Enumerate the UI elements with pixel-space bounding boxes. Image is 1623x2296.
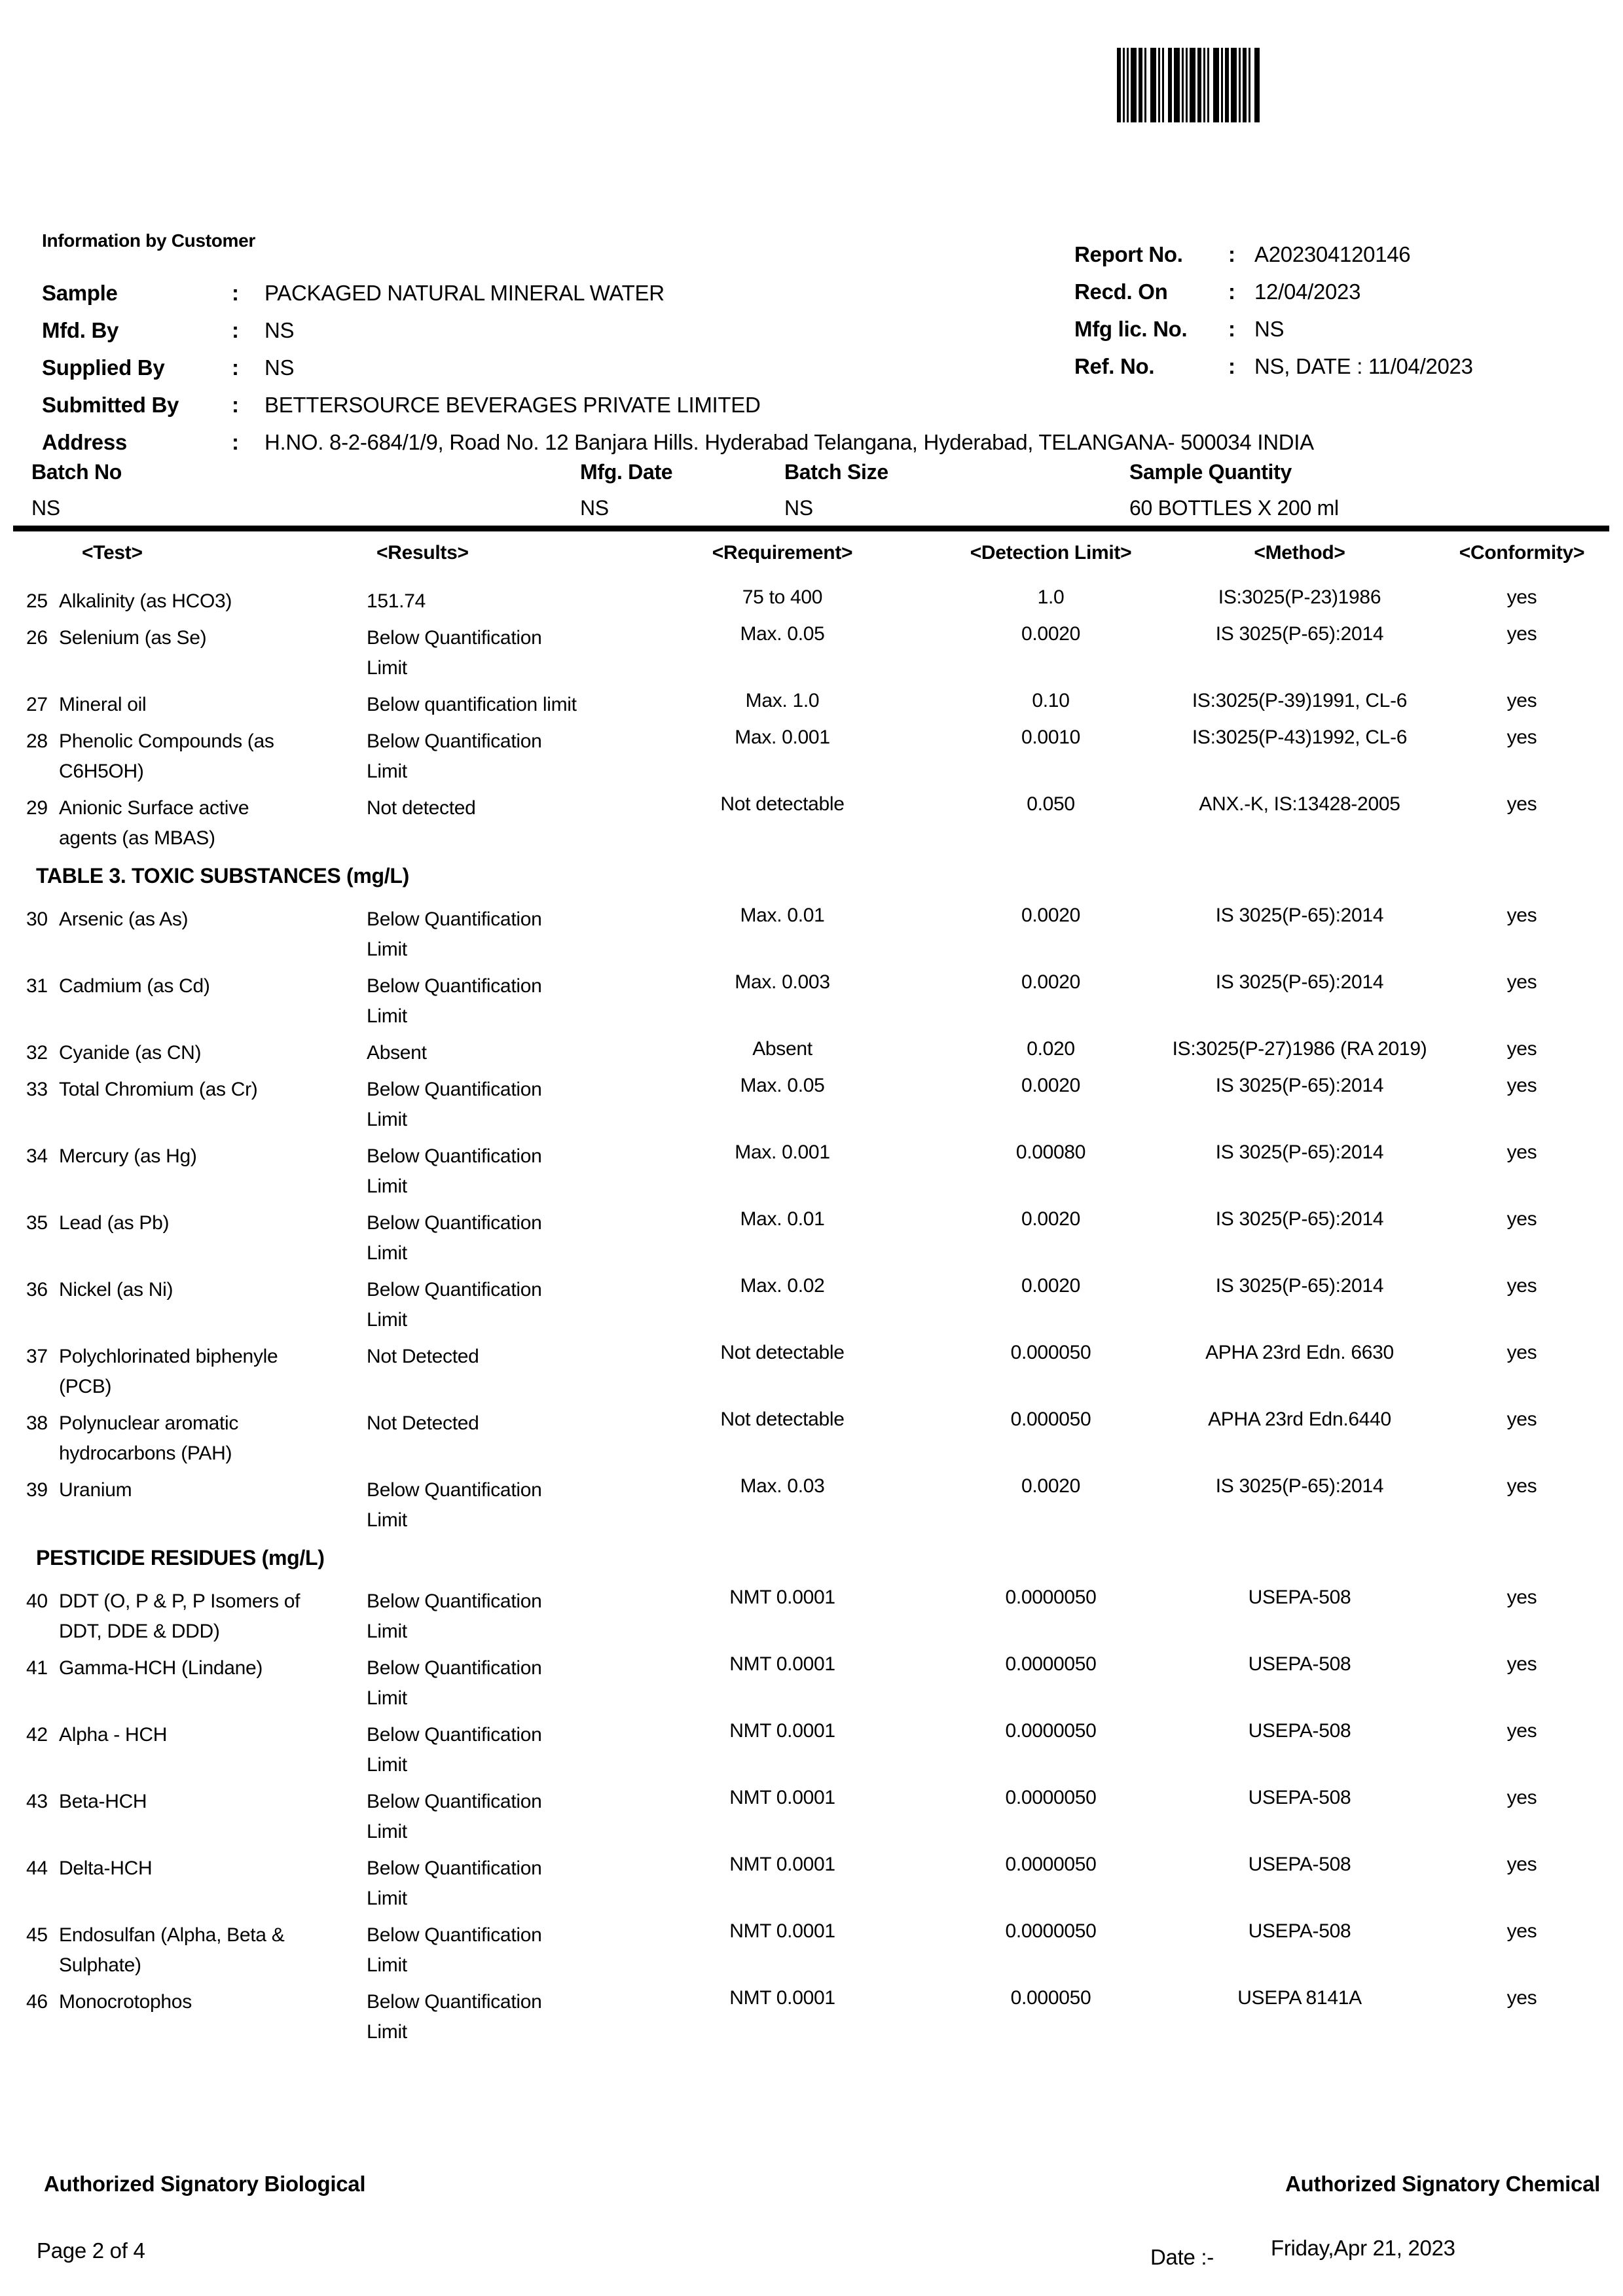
batch-header: Mfg. Date bbox=[580, 460, 673, 484]
row-method: IS 3025(P-65):2014 bbox=[1215, 1275, 1384, 1297]
row-detection-limit: 0.0000050 bbox=[1005, 1653, 1097, 1675]
row-result: Not Detected bbox=[367, 1346, 479, 1367]
row-test: Mercury (as Hg) bbox=[59, 1145, 197, 1167]
batch-headers bbox=[31, 460, 1603, 496]
row-method: ANX.-K, IS:13428-2005 bbox=[1199, 793, 1400, 815]
row-test: Anionic Surface active agents (as MBAS) bbox=[59, 797, 249, 849]
row-test: Alkalinity (as HCO3) bbox=[59, 590, 232, 612]
row-requirement: Max. 0.03 bbox=[740, 1475, 825, 1497]
colon: : bbox=[232, 318, 239, 342]
row-number: 33 bbox=[26, 1079, 48, 1100]
info-row bbox=[1074, 316, 1605, 353]
table-row bbox=[26, 971, 1607, 1031]
row-number: 38 bbox=[26, 1412, 48, 1434]
barcode bbox=[1117, 48, 1260, 122]
row-result: 151.74 bbox=[367, 590, 426, 612]
row-requirement: NMT 0.0001 bbox=[729, 1854, 835, 1875]
row-number: 39 bbox=[26, 1479, 48, 1501]
info-row bbox=[1074, 353, 1605, 391]
row-detection-limit: 0.10 bbox=[1032, 690, 1070, 711]
row-detection-limit: 0.0000050 bbox=[1005, 1920, 1097, 1942]
row-conformity: yes bbox=[1506, 1141, 1537, 1163]
col-header-requirement: <Requirement> bbox=[712, 542, 853, 564]
row-detection-limit: 0.0020 bbox=[1021, 905, 1080, 926]
row-detection-limit: 0.0000050 bbox=[1005, 1720, 1097, 1742]
colon: : bbox=[1228, 242, 1235, 266]
row-method: IS 3025(P-65):2014 bbox=[1215, 971, 1384, 993]
table-row bbox=[26, 690, 1607, 720]
info-value: H.NO. 8-2-684/1/9, Road No. 12 Banjara Hills. Hyderabad Telangana, Hyderabad, TELANGANA- 500034 INDIA bbox=[264, 430, 1314, 454]
batch-header: Batch No bbox=[31, 460, 122, 484]
info-label: Report No. bbox=[1074, 242, 1183, 266]
row-method: IS 3025(P-65):2014 bbox=[1215, 1475, 1384, 1497]
row-result: Below Quantification Limit bbox=[367, 1657, 542, 1709]
table-row bbox=[26, 1653, 1607, 1713]
col-header-conformity: <Conformity> bbox=[1459, 542, 1585, 564]
row-result: Below Quantification Limit bbox=[367, 1479, 542, 1531]
row-detection-limit: 0.0000050 bbox=[1005, 1787, 1097, 1808]
row-conformity: yes bbox=[1506, 623, 1537, 645]
colon: : bbox=[232, 355, 239, 380]
row-detection-limit: 0.0000050 bbox=[1005, 1587, 1097, 1608]
row-method: IS:3025(P-23)1986 bbox=[1218, 586, 1381, 608]
row-detection-limit: 0.050 bbox=[1027, 793, 1075, 815]
row-number: 27 bbox=[26, 694, 48, 715]
row-conformity: yes bbox=[1506, 971, 1537, 993]
row-result: Below Quantification Limit bbox=[367, 975, 542, 1027]
row-detection-limit: 0.00080 bbox=[1015, 1141, 1086, 1163]
table-body bbox=[26, 586, 1607, 2047]
row-method: IS 3025(P-65):2014 bbox=[1215, 1075, 1384, 1096]
row-result: Below Quantification Limit bbox=[367, 1212, 542, 1264]
row-detection-limit: 0.0000050 bbox=[1005, 1854, 1097, 1875]
batch-value: NS bbox=[31, 496, 60, 520]
row-test: Mineral oil bbox=[59, 694, 147, 715]
row-test: DDT (O, P & P, P Isomers of DDT, DDE & DDD) bbox=[59, 1590, 301, 1642]
divider bbox=[13, 526, 1609, 531]
row-number: 34 bbox=[26, 1145, 48, 1167]
row-result: Below Quantification Limit bbox=[367, 730, 542, 782]
row-conformity: yes bbox=[1506, 1720, 1537, 1742]
row-method: USEPA-508 bbox=[1248, 1920, 1351, 1942]
info-label: Mfg lic. No. bbox=[1074, 317, 1188, 341]
colon: : bbox=[232, 393, 239, 417]
row-method: IS 3025(P-65):2014 bbox=[1215, 623, 1384, 645]
row-detection-limit: 0.0020 bbox=[1021, 971, 1080, 993]
row-requirement: Max. 0.003 bbox=[735, 971, 830, 993]
row-number: 42 bbox=[26, 1724, 48, 1746]
row-conformity: yes bbox=[1506, 1987, 1537, 2009]
row-number: 29 bbox=[26, 797, 48, 819]
table-row bbox=[26, 1987, 1607, 2047]
row-result: Absent bbox=[367, 1042, 427, 1064]
info-label: Submitted By bbox=[42, 393, 179, 417]
batch-strip bbox=[31, 460, 1603, 532]
row-requirement: Max. 0.05 bbox=[740, 623, 825, 645]
report-meta-block bbox=[1074, 242, 1605, 391]
row-requirement: Absent bbox=[752, 1038, 812, 1060]
colon: : bbox=[1228, 354, 1235, 378]
row-test: Cadmium (as Cd) bbox=[59, 975, 210, 997]
row-conformity: yes bbox=[1506, 1038, 1537, 1060]
table-row bbox=[26, 1208, 1607, 1268]
row-requirement: NMT 0.0001 bbox=[729, 1987, 835, 2009]
batch-value: 60 BOTTLES X 200 ml bbox=[1129, 496, 1339, 520]
row-requirement: NMT 0.0001 bbox=[729, 1787, 835, 1808]
page-number: Page 2 of 4 bbox=[37, 2238, 145, 2263]
table-section bbox=[26, 586, 1607, 853]
row-test: Beta-HCH bbox=[59, 1791, 147, 1812]
row-requirement: Max. 0.02 bbox=[740, 1275, 825, 1297]
row-requirement: Max. 0.01 bbox=[740, 1208, 825, 1230]
row-result: Below Quantification Limit bbox=[367, 1724, 542, 1776]
row-detection-limit: 0.020 bbox=[1027, 1038, 1075, 1060]
row-conformity: yes bbox=[1506, 1854, 1537, 1875]
row-result: Below Quantification Limit bbox=[367, 908, 542, 960]
row-number: 35 bbox=[26, 1212, 48, 1234]
row-conformity: yes bbox=[1506, 1653, 1537, 1675]
row-number: 37 bbox=[26, 1346, 48, 1367]
row-test: Polychlorinated biphenyle (PCB) bbox=[59, 1346, 278, 1397]
col-header-detection-limit: <Detection Limit> bbox=[970, 542, 1132, 564]
section-title: TABLE 3. TOXIC SUBSTANCES (mg/L) bbox=[36, 864, 409, 888]
table-row bbox=[26, 1408, 1607, 1469]
row-test: Phenolic Compounds (as C6H5OH) bbox=[59, 730, 274, 782]
row-number: 45 bbox=[26, 1924, 48, 1946]
info-row bbox=[1074, 279, 1605, 316]
row-test: Alpha - HCH bbox=[59, 1724, 168, 1746]
col-header-test: <Test> bbox=[82, 542, 143, 564]
section-rows bbox=[26, 1587, 1607, 2047]
info-value: NS bbox=[1254, 317, 1285, 341]
row-number: 28 bbox=[26, 730, 48, 752]
row-conformity: yes bbox=[1506, 1787, 1537, 1808]
batch-value: NS bbox=[580, 496, 609, 520]
row-method: USEPA 8141A bbox=[1237, 1987, 1362, 2009]
row-requirement: NMT 0.0001 bbox=[729, 1653, 835, 1675]
authorized-signatory-chemical: Authorized Signatory Chemical bbox=[1285, 2172, 1600, 2196]
row-test: Total Chromium (as Cr) bbox=[59, 1079, 258, 1100]
row-method: USEPA-508 bbox=[1248, 1653, 1351, 1675]
row-result: Below Quantification Limit bbox=[367, 1991, 542, 2043]
authorized-signatory-biological: Authorized Signatory Biological bbox=[44, 2172, 366, 2196]
row-number: 26 bbox=[26, 627, 48, 649]
row-result: Below Quantification Limit bbox=[367, 1279, 542, 1331]
row-conformity: yes bbox=[1506, 905, 1537, 926]
row-conformity: yes bbox=[1506, 586, 1537, 608]
row-test: Monocrotophos bbox=[59, 1991, 192, 2013]
colon: : bbox=[1228, 279, 1235, 304]
row-detection-limit: 0.0020 bbox=[1021, 1275, 1080, 1297]
row-method: IS 3025(P-65):2014 bbox=[1215, 1141, 1384, 1163]
colon: : bbox=[1228, 317, 1235, 341]
table-row bbox=[26, 1075, 1607, 1135]
batch-value: NS bbox=[784, 496, 813, 520]
row-requirement: NMT 0.0001 bbox=[729, 1920, 835, 1942]
row-test: Lead (as Pb) bbox=[59, 1212, 170, 1234]
row-requirement: Max. 0.01 bbox=[740, 905, 825, 926]
row-test: Uranium bbox=[59, 1479, 132, 1501]
row-method: APHA 23rd Edn. 6630 bbox=[1205, 1342, 1394, 1363]
row-number: 32 bbox=[26, 1042, 48, 1064]
info-label: Supplied By bbox=[42, 355, 165, 380]
row-result: Not Detected bbox=[367, 1412, 479, 1434]
info-value: 12/04/2023 bbox=[1254, 279, 1361, 304]
row-detection-limit: 0.0020 bbox=[1021, 1075, 1080, 1096]
row-conformity: yes bbox=[1506, 1208, 1537, 1230]
row-number: 31 bbox=[26, 975, 48, 997]
row-result: Below Quantification Limit bbox=[367, 1924, 542, 1976]
table-row bbox=[26, 586, 1607, 617]
colon: : bbox=[232, 281, 239, 305]
row-number: 25 bbox=[26, 590, 48, 612]
info-value: NS bbox=[264, 355, 295, 380]
row-detection-limit: 0.000050 bbox=[1010, 1408, 1091, 1430]
row-method: USEPA-508 bbox=[1248, 1854, 1351, 1875]
date-value: Friday,Apr 21, 2023 bbox=[1271, 2236, 1455, 2260]
info-value: PACKAGED NATURAL MINERAL WATER bbox=[264, 281, 665, 305]
table-row bbox=[26, 726, 1607, 787]
row-number: 40 bbox=[26, 1590, 48, 1612]
row-requirement: Max. 0.001 bbox=[735, 1141, 830, 1163]
row-detection-limit: 0.000050 bbox=[1010, 1987, 1091, 2009]
date-label: Date :- bbox=[1150, 2245, 1214, 2269]
row-method: IS 3025(P-65):2014 bbox=[1215, 1208, 1384, 1230]
table-row bbox=[26, 1720, 1607, 1780]
row-method: USEPA-508 bbox=[1248, 1720, 1351, 1742]
table-row bbox=[26, 1342, 1607, 1402]
row-detection-limit: 0.000050 bbox=[1010, 1342, 1091, 1363]
row-number: 36 bbox=[26, 1279, 48, 1300]
info-label: Ref. No. bbox=[1074, 354, 1155, 378]
row-result: Below Quantification Limit bbox=[367, 1590, 542, 1642]
row-test: Arsenic (as As) bbox=[59, 908, 189, 930]
info-row bbox=[42, 392, 1578, 429]
colon: : bbox=[232, 430, 239, 454]
row-result: Below Quantification Limit bbox=[367, 1791, 542, 1842]
row-conformity: yes bbox=[1506, 793, 1537, 815]
row-requirement: 75 to 400 bbox=[742, 586, 823, 608]
row-number: 41 bbox=[26, 1657, 48, 1679]
row-number: 46 bbox=[26, 1991, 48, 2013]
section-title: PESTICIDE RESIDUES (mg/L) bbox=[36, 1546, 325, 1570]
table-row bbox=[26, 1038, 1607, 1068]
row-test: Delta-HCH bbox=[59, 1857, 153, 1879]
row-requirement: Not detectable bbox=[720, 1342, 845, 1363]
row-number: 44 bbox=[26, 1857, 48, 1879]
table-header bbox=[26, 542, 1607, 575]
row-conformity: yes bbox=[1506, 690, 1537, 711]
table-row bbox=[26, 905, 1607, 965]
row-method: IS:3025(P-43)1992, CL-6 bbox=[1192, 726, 1408, 748]
section-rows bbox=[26, 586, 1607, 853]
row-conformity: yes bbox=[1506, 1408, 1537, 1430]
row-result: Below Quantification Limit bbox=[367, 1079, 542, 1130]
row-requirement: Max. 0.001 bbox=[735, 726, 830, 748]
row-result: Not detected bbox=[367, 797, 476, 819]
table-row bbox=[26, 1920, 1607, 1981]
col-header-results: <Results> bbox=[376, 542, 469, 564]
row-detection-limit: 0.0020 bbox=[1021, 623, 1080, 645]
row-conformity: yes bbox=[1506, 1342, 1537, 1363]
section-rows bbox=[26, 905, 1607, 1535]
row-requirement: NMT 0.0001 bbox=[729, 1720, 835, 1742]
row-requirement: NMT 0.0001 bbox=[729, 1587, 835, 1608]
row-result: Below Quantification Limit bbox=[367, 1857, 542, 1909]
row-result: Below Quantification Limit bbox=[367, 627, 542, 679]
info-row bbox=[1074, 242, 1605, 279]
col-header-method: <Method> bbox=[1254, 542, 1345, 564]
row-number: 30 bbox=[26, 908, 48, 930]
row-test: Cyanide (as CN) bbox=[59, 1042, 202, 1064]
customer-info-heading: Information by Customer bbox=[42, 230, 256, 251]
row-method: USEPA-508 bbox=[1248, 1787, 1351, 1808]
table-section bbox=[26, 1546, 1607, 2047]
row-detection-limit: 0.0020 bbox=[1021, 1208, 1080, 1230]
table-row bbox=[26, 1854, 1607, 1914]
row-requirement: Max. 0.05 bbox=[740, 1075, 825, 1096]
row-conformity: yes bbox=[1506, 1075, 1537, 1096]
row-test: Polynuclear aromatic hydrocarbons (PAH) bbox=[59, 1412, 239, 1464]
info-label: Address bbox=[42, 430, 127, 454]
row-method: IS 3025(P-65):2014 bbox=[1215, 905, 1384, 926]
row-detection-limit: 0.0020 bbox=[1021, 1475, 1080, 1497]
table-row bbox=[26, 1787, 1607, 1847]
info-label: Mfd. By bbox=[42, 318, 119, 342]
row-number: 43 bbox=[26, 1791, 48, 1812]
table-row bbox=[26, 1475, 1607, 1535]
row-requirement: Not detectable bbox=[720, 1408, 845, 1430]
row-result: Below quantification limit bbox=[367, 694, 577, 715]
table-row bbox=[26, 1587, 1607, 1647]
table-row bbox=[26, 793, 1607, 853]
row-result: Below Quantification Limit bbox=[367, 1145, 542, 1197]
batch-header: Sample Quantity bbox=[1129, 460, 1292, 484]
row-method: IS:3025(P-39)1991, CL-6 bbox=[1192, 690, 1408, 711]
row-conformity: yes bbox=[1506, 1587, 1537, 1608]
row-test: Selenium (as Se) bbox=[59, 627, 207, 649]
info-label: Recd. On bbox=[1074, 279, 1168, 304]
row-test: Gamma-HCH (Lindane) bbox=[59, 1657, 263, 1679]
row-test: Nickel (as Ni) bbox=[59, 1279, 173, 1300]
table-section bbox=[26, 864, 1607, 1535]
info-value: NS bbox=[264, 318, 295, 342]
info-value: BETTERSOURCE BEVERAGES PRIVATE LIMITED bbox=[264, 393, 761, 417]
row-method: APHA 23rd Edn.6440 bbox=[1208, 1408, 1391, 1430]
row-test: Endosulfan (Alpha, Beta & Sulphate) bbox=[59, 1924, 285, 1976]
batch-header: Batch Size bbox=[784, 460, 888, 484]
row-method: USEPA-508 bbox=[1248, 1587, 1351, 1608]
table-row bbox=[26, 623, 1607, 683]
row-requirement: Max. 1.0 bbox=[745, 690, 820, 711]
info-value: NS, DATE : 11/04/2023 bbox=[1254, 354, 1473, 378]
row-conformity: yes bbox=[1506, 1920, 1537, 1942]
row-conformity: yes bbox=[1506, 726, 1537, 748]
row-conformity: yes bbox=[1506, 1475, 1537, 1497]
report-meta-rows bbox=[1074, 242, 1605, 391]
row-requirement: Not detectable bbox=[720, 793, 845, 815]
info-value: A202304120146 bbox=[1254, 242, 1411, 266]
table-row bbox=[26, 1141, 1607, 1202]
row-method: IS:3025(P-27)1986 (RA 2019) bbox=[1172, 1038, 1427, 1060]
row-detection-limit: 1.0 bbox=[1037, 586, 1065, 608]
row-detection-limit: 0.0010 bbox=[1021, 726, 1080, 748]
table-row bbox=[26, 1275, 1607, 1335]
results-table bbox=[26, 542, 1607, 2054]
info-label: Sample bbox=[42, 281, 118, 305]
row-conformity: yes bbox=[1506, 1275, 1537, 1297]
